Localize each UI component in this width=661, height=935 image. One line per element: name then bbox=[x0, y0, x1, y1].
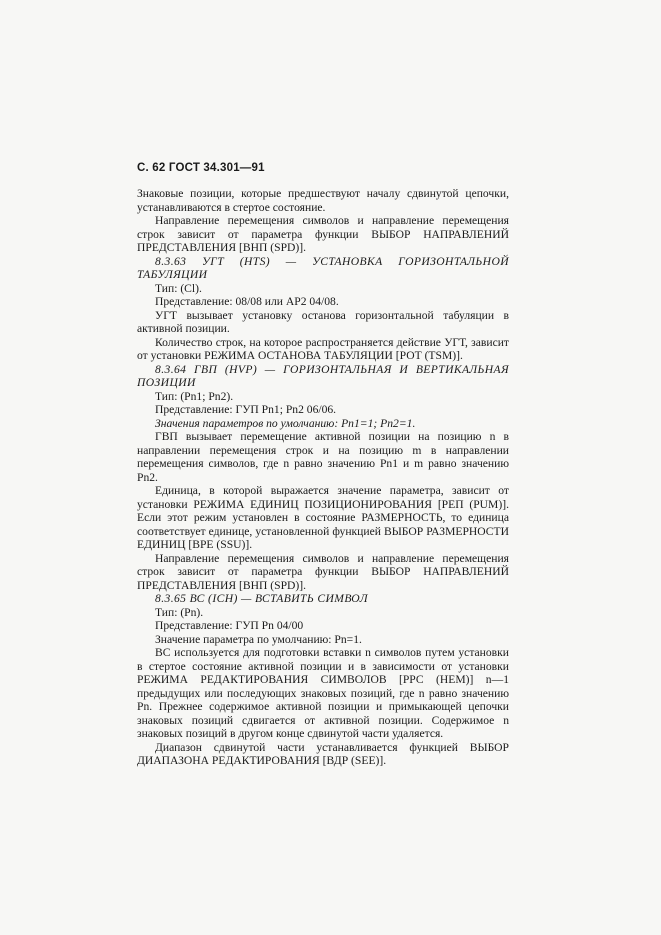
section-heading-8-3-64: 8.3.64 ГВП (HVP) — ГОРИЗОНТАЛЬНАЯ И ВЕРТИКАЛЬНАЯ ПОЗИЦИИ bbox=[137, 362, 509, 389]
section-heading-8-3-63: 8.3.63 УГТ (HTS) — УСТАНОВКА ГОРИЗОНТАЛЬНОЙ ТАБУЛЯЦИИ bbox=[137, 254, 509, 281]
paragraph: Направление перемещения символов и направление перемещения строк зависит от параметра функции ВЫБОР НАПРАВЛЕНИЙ ПРЕДСТАВЛЕНИЯ [ВНП (SPD)]. bbox=[137, 214, 509, 254]
section-heading-8-3-65: 8.3.65 ВС (ICH) — ВСТАВИТЬ СИМВОЛ bbox=[155, 592, 368, 605]
paragraph: УГТ вызывает установку останова горизонтальной табуляции в активной позиции. bbox=[137, 308, 509, 335]
paragraph: Диапазон сдвинутой части устанавливается функцией ВЫБОР ДИАПАЗОНА РЕДАКТИРОВАНИЯ [ВДР (SEE)]. bbox=[137, 740, 509, 767]
paragraph: Значение параметра по умолчанию: Pn=1. bbox=[155, 632, 362, 646]
paragraph: ГВП вызывает перемещение активной позиции на позицию n в направлении перемещения строк и на позицию m в направлении перемещения символов, где n равно значению Pn1 и m равно значению Pn2. bbox=[137, 430, 509, 484]
paragraph: Тип: (Pn). bbox=[155, 605, 204, 619]
paragraph: Представление: ГУП Pn 04/00 bbox=[155, 619, 304, 632]
paragraph: Знаковые позиции, которые предшествуют началу сдвинутой цепочки, устанавливаются в стертое состояние. bbox=[137, 187, 509, 214]
paragraph: Направление перемещения символов и направление перемещения строк зависит от параметра функции ВЫБОР НАПРАВЛЕНИЙ ПРЕДСТАВЛЕНИЯ [ВНП (SPD)]. bbox=[137, 551, 509, 592]
paragraph: Тип: (Cl). bbox=[155, 281, 202, 295]
document-body bbox=[137, 187, 509, 768]
paragraph: Тип: (Pn1; Pn2). bbox=[155, 389, 234, 403]
paragraph: ВС используется для подготовки вставки n символов путем установки в стертое состояние активной позиции и в зависимости от установки РЕЖИМА РЕДАКТИРОВАНИЯ СИМВОЛОВ [РРС (HEM)] n—1 предыдущих или последующих знаковых позиций, где n равно значению Pn. Прежнее содержимое активной позиции и примыкающей цепочки знаковых позиций сдвигается от активной позиции. Содержимое n знаковых позиций в другом конце сдвинутой части удаляется. bbox=[137, 646, 509, 740]
paragraph: Количество строк, на которое распространяется действие УГТ, зависит от установки РЕЖИМА ОСТАНОВА ТАБУЛЯЦИИ [РОТ (TSM)]. bbox=[137, 335, 509, 362]
paragraph: Представление: 08/08 или АР2 04/08. bbox=[155, 295, 339, 308]
paragraph: Значения параметров по умолчанию: Pn1=1; Pn2=1. bbox=[155, 416, 416, 430]
page-header: С. 62 ГОСТ 34.301—91 bbox=[137, 162, 265, 174]
paragraph: Представление: ГУП Pn1; Pn2 06/06. bbox=[155, 403, 337, 416]
paragraph: Единица, в которой выражается значение параметра, зависит от установки РЕЖИМА ЕДИНИЦ ПОЗИЦИОНИРОВАНИЯ [РЕП (PUM)]. Если этот режим установлен в состояние РАЗМЕРНОСТЬ, то единица соответствует единице, установленной функцией ВЫБОР РАЗМЕРНОСТИ ЕДИНИЦ [ВРЕ (SSU)]. bbox=[137, 484, 509, 551]
